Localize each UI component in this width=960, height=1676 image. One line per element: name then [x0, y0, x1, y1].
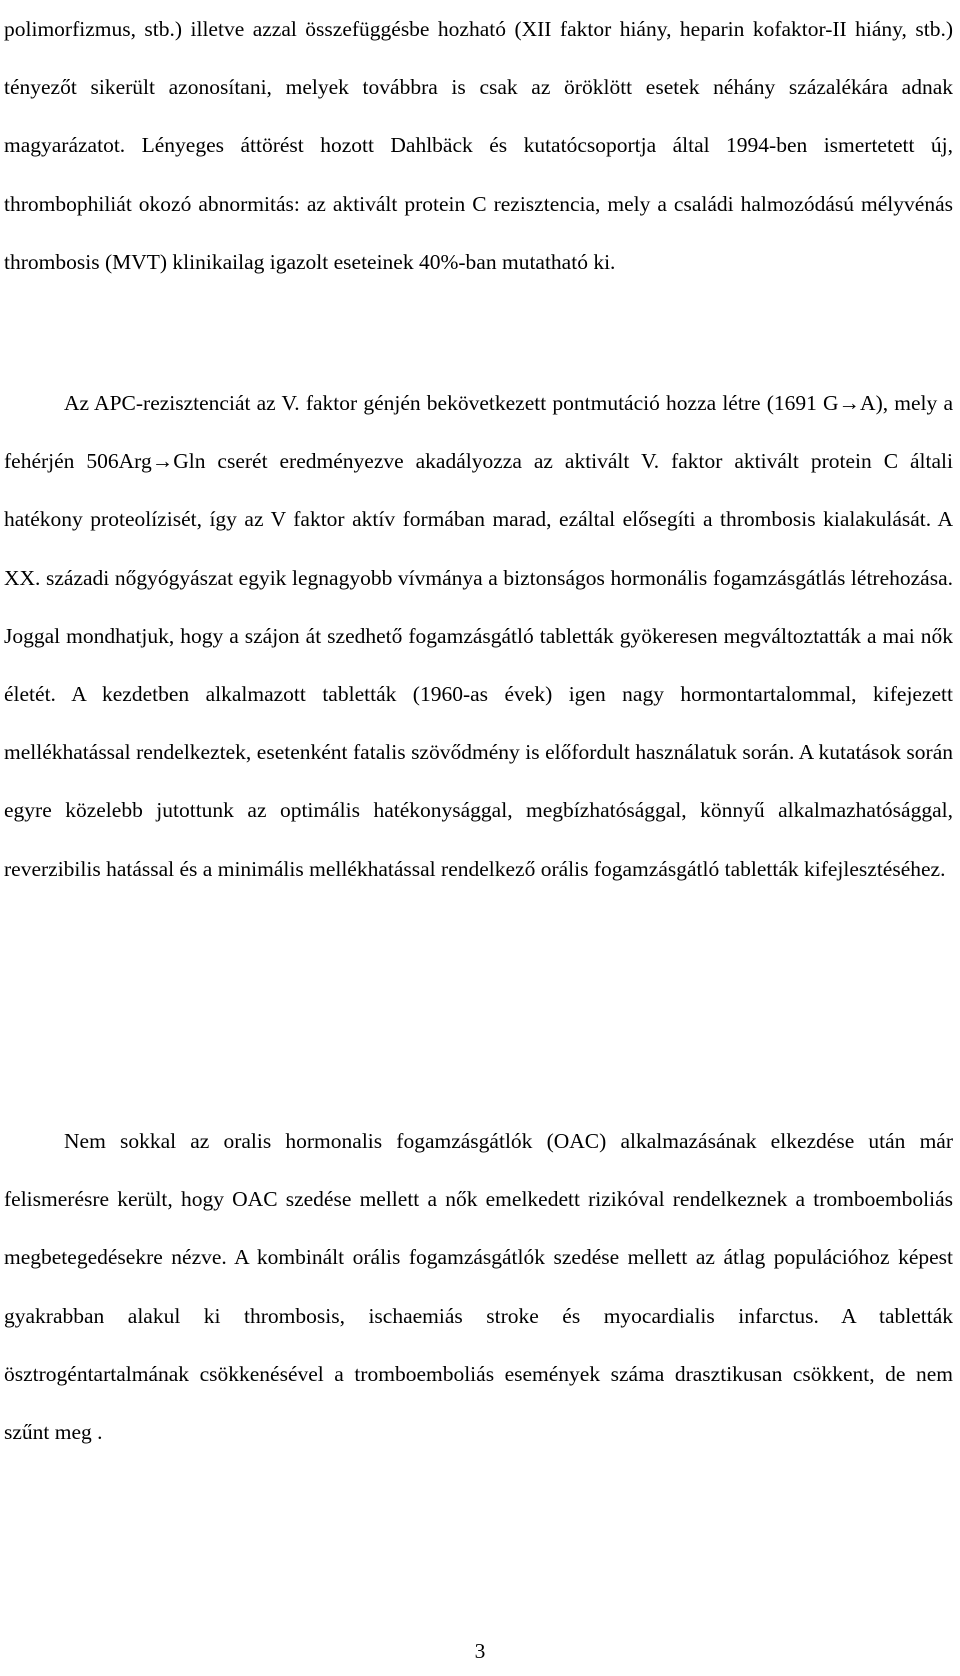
page-number: 3 [474, 1639, 486, 1663]
paragraph-text: Az APC-rezisztenciát az V. faktor génjén bekövetkezett pontmutáció hozza létre (1691 G→A), mely a fehérjén 506Arg→Gln cserét eredményezve akadályozza az aktivált V. faktor aktivált protein C általi hatékony proteolízisét, így az V faktor aktív formában marad, ezáltal elősegíti a thrombosis kialakulását. A XX. századi nőgyógyászat egyik legnagyobb vívmánya a biztonságos hormonális fogamzásgátlás létrehozása. Joggal mondhatjuk, hogy a szájon át szedhető fogamzásgátló tabletták gyökeresen megváltoztatták a mai nők életét. A kezdetben alkalmazott tabletták (1960-as évek) igen nagy hormontartalommal, kifejezett mellékhatással rendelkeztek, esetenként fatalis szövődmény is előfordult használatuk során. A kutatások során egyre közelebb jutottunk az optimális hatékonysággal, megbízhatósággal, könnyű alkalmazhatósággal, reverzibilis hatással és a minimális mellékhatással rendelkező orális fogamzásgátló tabletták kifejlesztéséhez. [4, 391, 953, 881]
paragraph-apc-resistance [4, 374, 953, 898]
paragraph-text: polimorfizmus, stb.) illetve azzal összefüggésbe hozható (XII faktor hiány, heparin kofaktor-II hiány, stb.) tényezőt sikerült azonosítani, melyek továbbra is csak az öröklött esetek néhány százalékára adnak magyarázatot. Lényeges áttörést hozott Dahlbäck és kutatócsoportja által 1994-ben ismertetett új, thrombophiliát okozó abnormitás: az aktivált protein C rezisztencia, mely a családi halmozódású mélyvénás thrombosis (MVT) klinikailag igazolt eseteinek 40%-ban mutatható ki. [4, 17, 953, 274]
paragraph-text: Nem sokkal az oralis hormonalis fogamzásgátlók (OAC) alkalmazásának elkezdése után már felismerésre került, hogy OAC szedése mellett a nők emelkedett rizikóval rendelkeznek a tromboemboliás megbetegedésekre nézve. A kombinált orális fogamzásgátlók szedése mellett az átlag populációhoz képest gyakrabban alakul ki thrombosis, ischaemiás stroke és myocardialis infarctus. A tabletták ösztrogéntartalmának csökkenésével a tromboemboliás események száma drasztikusan csökkent, de nem szűnt meg . [4, 1129, 953, 1445]
paragraph-oac [4, 1112, 953, 1461]
paragraph-continuation [4, 0, 953, 291]
